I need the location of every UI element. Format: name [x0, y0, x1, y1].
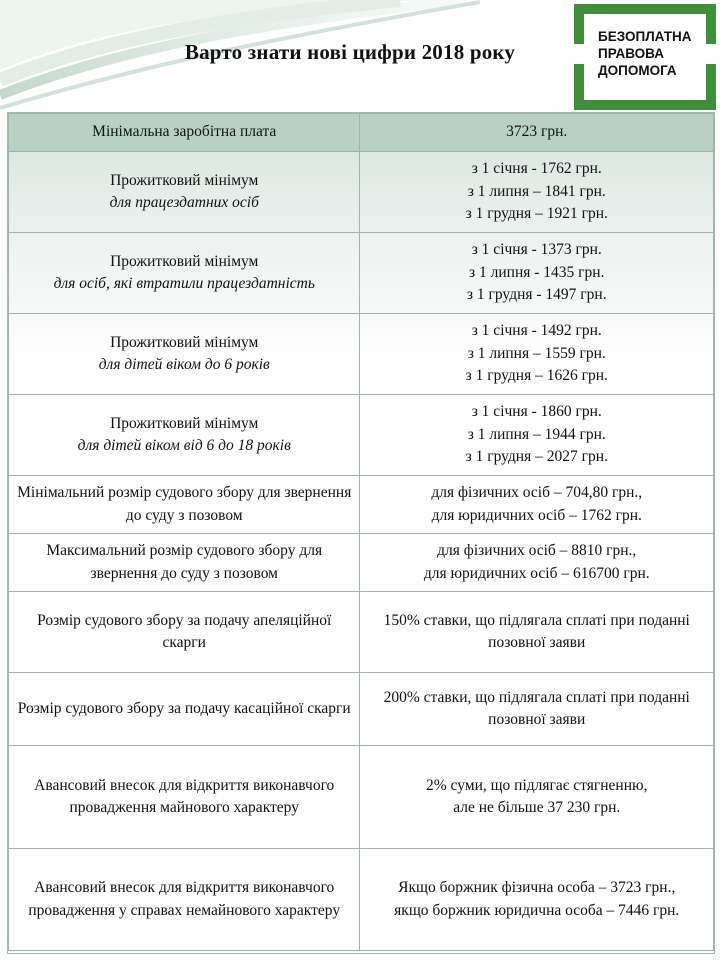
row-label: Прожитковий мінімум для працездатних осіб — [9, 152, 360, 233]
row-value: Якщо боржник фізична особа – 3723 грн., якщо боржник юридична особа – 7446 грн. — [360, 849, 714, 951]
table-row — [9, 592, 714, 673]
table-row — [9, 152, 714, 233]
row-label: Прожитковий мінімум для дітей віком від 6 до 18 років — [9, 395, 360, 476]
row-label: Мінімальний розмір судового збору для звернення до суду з позовом — [9, 476, 360, 534]
row-label: Розмір судового збору за подачу апеляційної скарги — [9, 592, 360, 673]
info-sheet — [7, 112, 715, 954]
row-value: з 1 січня - 1762 грн. з 1 липня – 1841 грн. з 1 грудня – 1921 грн. — [360, 152, 714, 233]
row-value: 3723 грн. — [360, 114, 714, 152]
row-label: Прожитковий мінімум для осіб, які втратили працездатність — [9, 233, 360, 314]
table-row — [9, 534, 714, 592]
row-label: Мінімальна заробітна плата — [9, 114, 360, 152]
row-label: Авансовий внесок для відкриття виконавчого провадження у справах немайнового характеру — [9, 849, 360, 951]
row-value: з 1 січня - 1492 грн. з 1 липня – 1559 грн. з 1 грудня – 1626 грн. — [360, 314, 714, 395]
logo-text-line: ПРАВОВА — [598, 46, 665, 61]
logo-text-line: ДОПОМОГА — [598, 63, 677, 78]
logo-frame-gap — [574, 44, 584, 64]
logo — [574, 4, 716, 110]
logo-text-line: БЕЗОПЛАТНА — [598, 29, 692, 44]
table-row — [9, 395, 714, 476]
figures-table — [8, 113, 714, 951]
page-title: Варто знати нові цифри 2018 року — [184, 40, 516, 64]
row-value: для фізичних осіб – 8810 грн., для юридичних осіб – 616700 грн. — [360, 534, 714, 592]
row-value: 2% суми, що підлягає стягненню, але не більше 37 230 грн. — [360, 746, 714, 849]
table-row — [9, 114, 714, 152]
row-value: 150% ставки, що підлягала сплаті при поданні позовної заяви — [360, 592, 714, 673]
row-label: Авансовий внесок для відкриття виконавчого провадження майнового характеру — [9, 746, 360, 849]
table-row — [9, 314, 714, 395]
row-value: з 1 січня - 1373 грн. з 1 липня - 1435 грн. з 1 грудня - 1497 грн. — [360, 233, 714, 314]
row-label: Максимальний розмір судового збору для звернення до суду з позовом — [9, 534, 360, 592]
table-row — [9, 233, 714, 314]
table-row — [9, 849, 714, 951]
row-value: для фізичних осіб – 704,80 грн., для юридичних осіб – 1762 грн. — [360, 476, 714, 534]
row-label: Прожитковий мінімум для дітей віком до 6 років — [9, 314, 360, 395]
row-value: 200% ставки, що підлягала сплаті при поданні позовної заяви — [360, 673, 714, 746]
logo-frame-gap — [706, 44, 716, 64]
row-value: з 1 січня - 1860 грн. з 1 липня – 1944 грн. з 1 грудня – 2027 грн. — [360, 395, 714, 476]
table-row — [9, 746, 714, 849]
table-row — [9, 476, 714, 534]
table-row — [9, 673, 714, 746]
row-label: Розмір судового збору за подачу касаційної скарги — [9, 673, 360, 746]
